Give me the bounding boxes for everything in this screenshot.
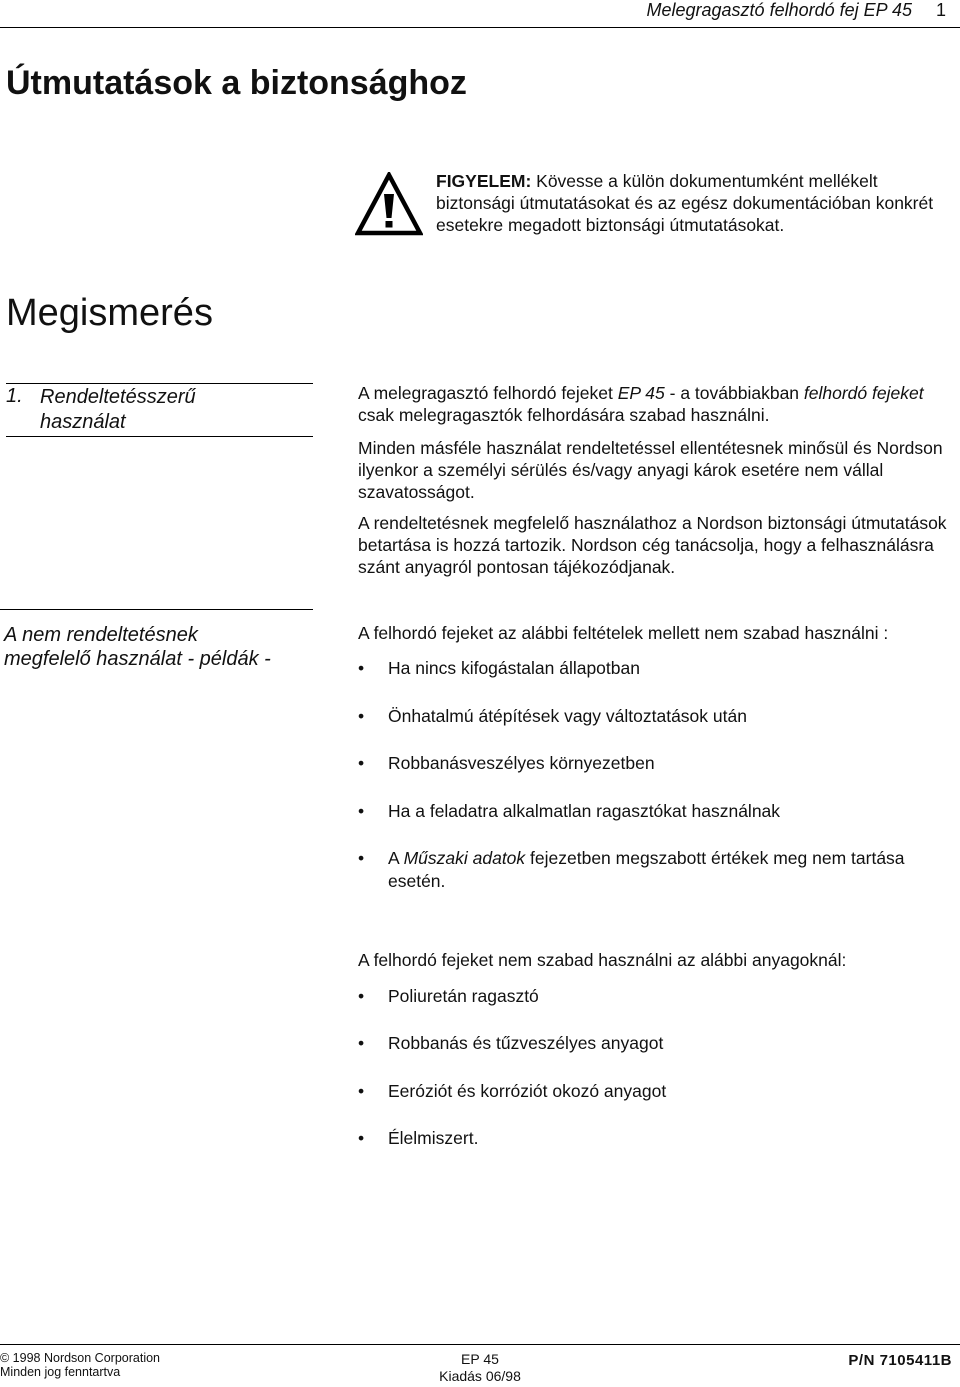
warning-icon xyxy=(355,172,423,236)
bullet-icon: • xyxy=(358,1033,365,1053)
section1-number: 1. xyxy=(6,385,23,407)
materials-intro: A felhordó fejeket nem szabad használni az alábbi anyagoknál: xyxy=(358,950,847,970)
section1-rule-top xyxy=(6,383,313,384)
footer-edition: EP 45 Kiadás 06/98 xyxy=(439,1351,521,1384)
bullet-icon: • xyxy=(358,706,365,726)
bullet-icon: • xyxy=(358,1128,365,1148)
section2-intro: A felhordó fejeket az alábbi feltételek mellett nem szabad használni : xyxy=(358,623,889,643)
bullet-icon: • xyxy=(358,658,365,678)
bullet-icon: • xyxy=(358,848,365,868)
section2-label xyxy=(4,623,271,671)
warning-body: Kövesse a külön dokumentumként mellékelt biztonsági útmutatásokat és az egész dokumentációban konkrét esetekre megadott biztonsági útmutatásokat. xyxy=(436,171,934,235)
header-rule xyxy=(0,27,960,28)
section2-rule xyxy=(0,609,313,610)
footer-copyright: © 1998 Nordson Corporation Minden jog fenntartva xyxy=(0,1351,160,1379)
section1-rule-bottom xyxy=(6,436,313,437)
section1-paragraph-2: Minden másféle használat rendeltetéssel ellentétesnek minősül és Nordson ilyenkor a személyi sérülés és/vagy anyagi károk esetére nem vállal szavatosságot. xyxy=(358,438,943,502)
page-number: 1 xyxy=(935,0,946,20)
warning-text xyxy=(436,170,936,236)
section-title: Megismerés xyxy=(6,292,213,334)
footer-part-number: P/N 7105411B xyxy=(848,1352,952,1369)
warning-label: FIGYELEM: xyxy=(436,171,532,191)
section2-label-line1: A nem rendeltetésnek xyxy=(4,624,198,646)
section1-label-line2: használat xyxy=(40,411,126,433)
section1-paragraph-3: A rendeltetésnek megfelelő használathoz a Nordson biztonsági útmutatások betartása is hozzá tartozik. Nordson cég tanácsolja, hogy a felhasználásra szánt anyagról pontosan tájékozódjanak. xyxy=(358,513,947,577)
running-header-title: Melegragasztó felhordó fej EP 45 xyxy=(646,0,912,20)
section1-label xyxy=(40,385,196,435)
bullet-icon: • xyxy=(358,1081,365,1101)
bullet-icon: • xyxy=(358,801,365,821)
bullet-icon: • xyxy=(358,753,365,773)
footer-rule xyxy=(0,1344,960,1345)
section2-label-line2: megfelelő használat - példák - xyxy=(4,648,271,670)
section1-paragraph-1: A melegragasztó felhordó fejeket EP 45 - a továbbiakban felhordó fejeket csak melegragasztók felhordására szabad használni. xyxy=(358,383,924,425)
bullet-icon: • xyxy=(358,986,365,1006)
section1-label-line1: Rendeltetésszerű xyxy=(40,386,196,408)
page-title: Útmutatások a biztonsághoz xyxy=(6,64,467,102)
